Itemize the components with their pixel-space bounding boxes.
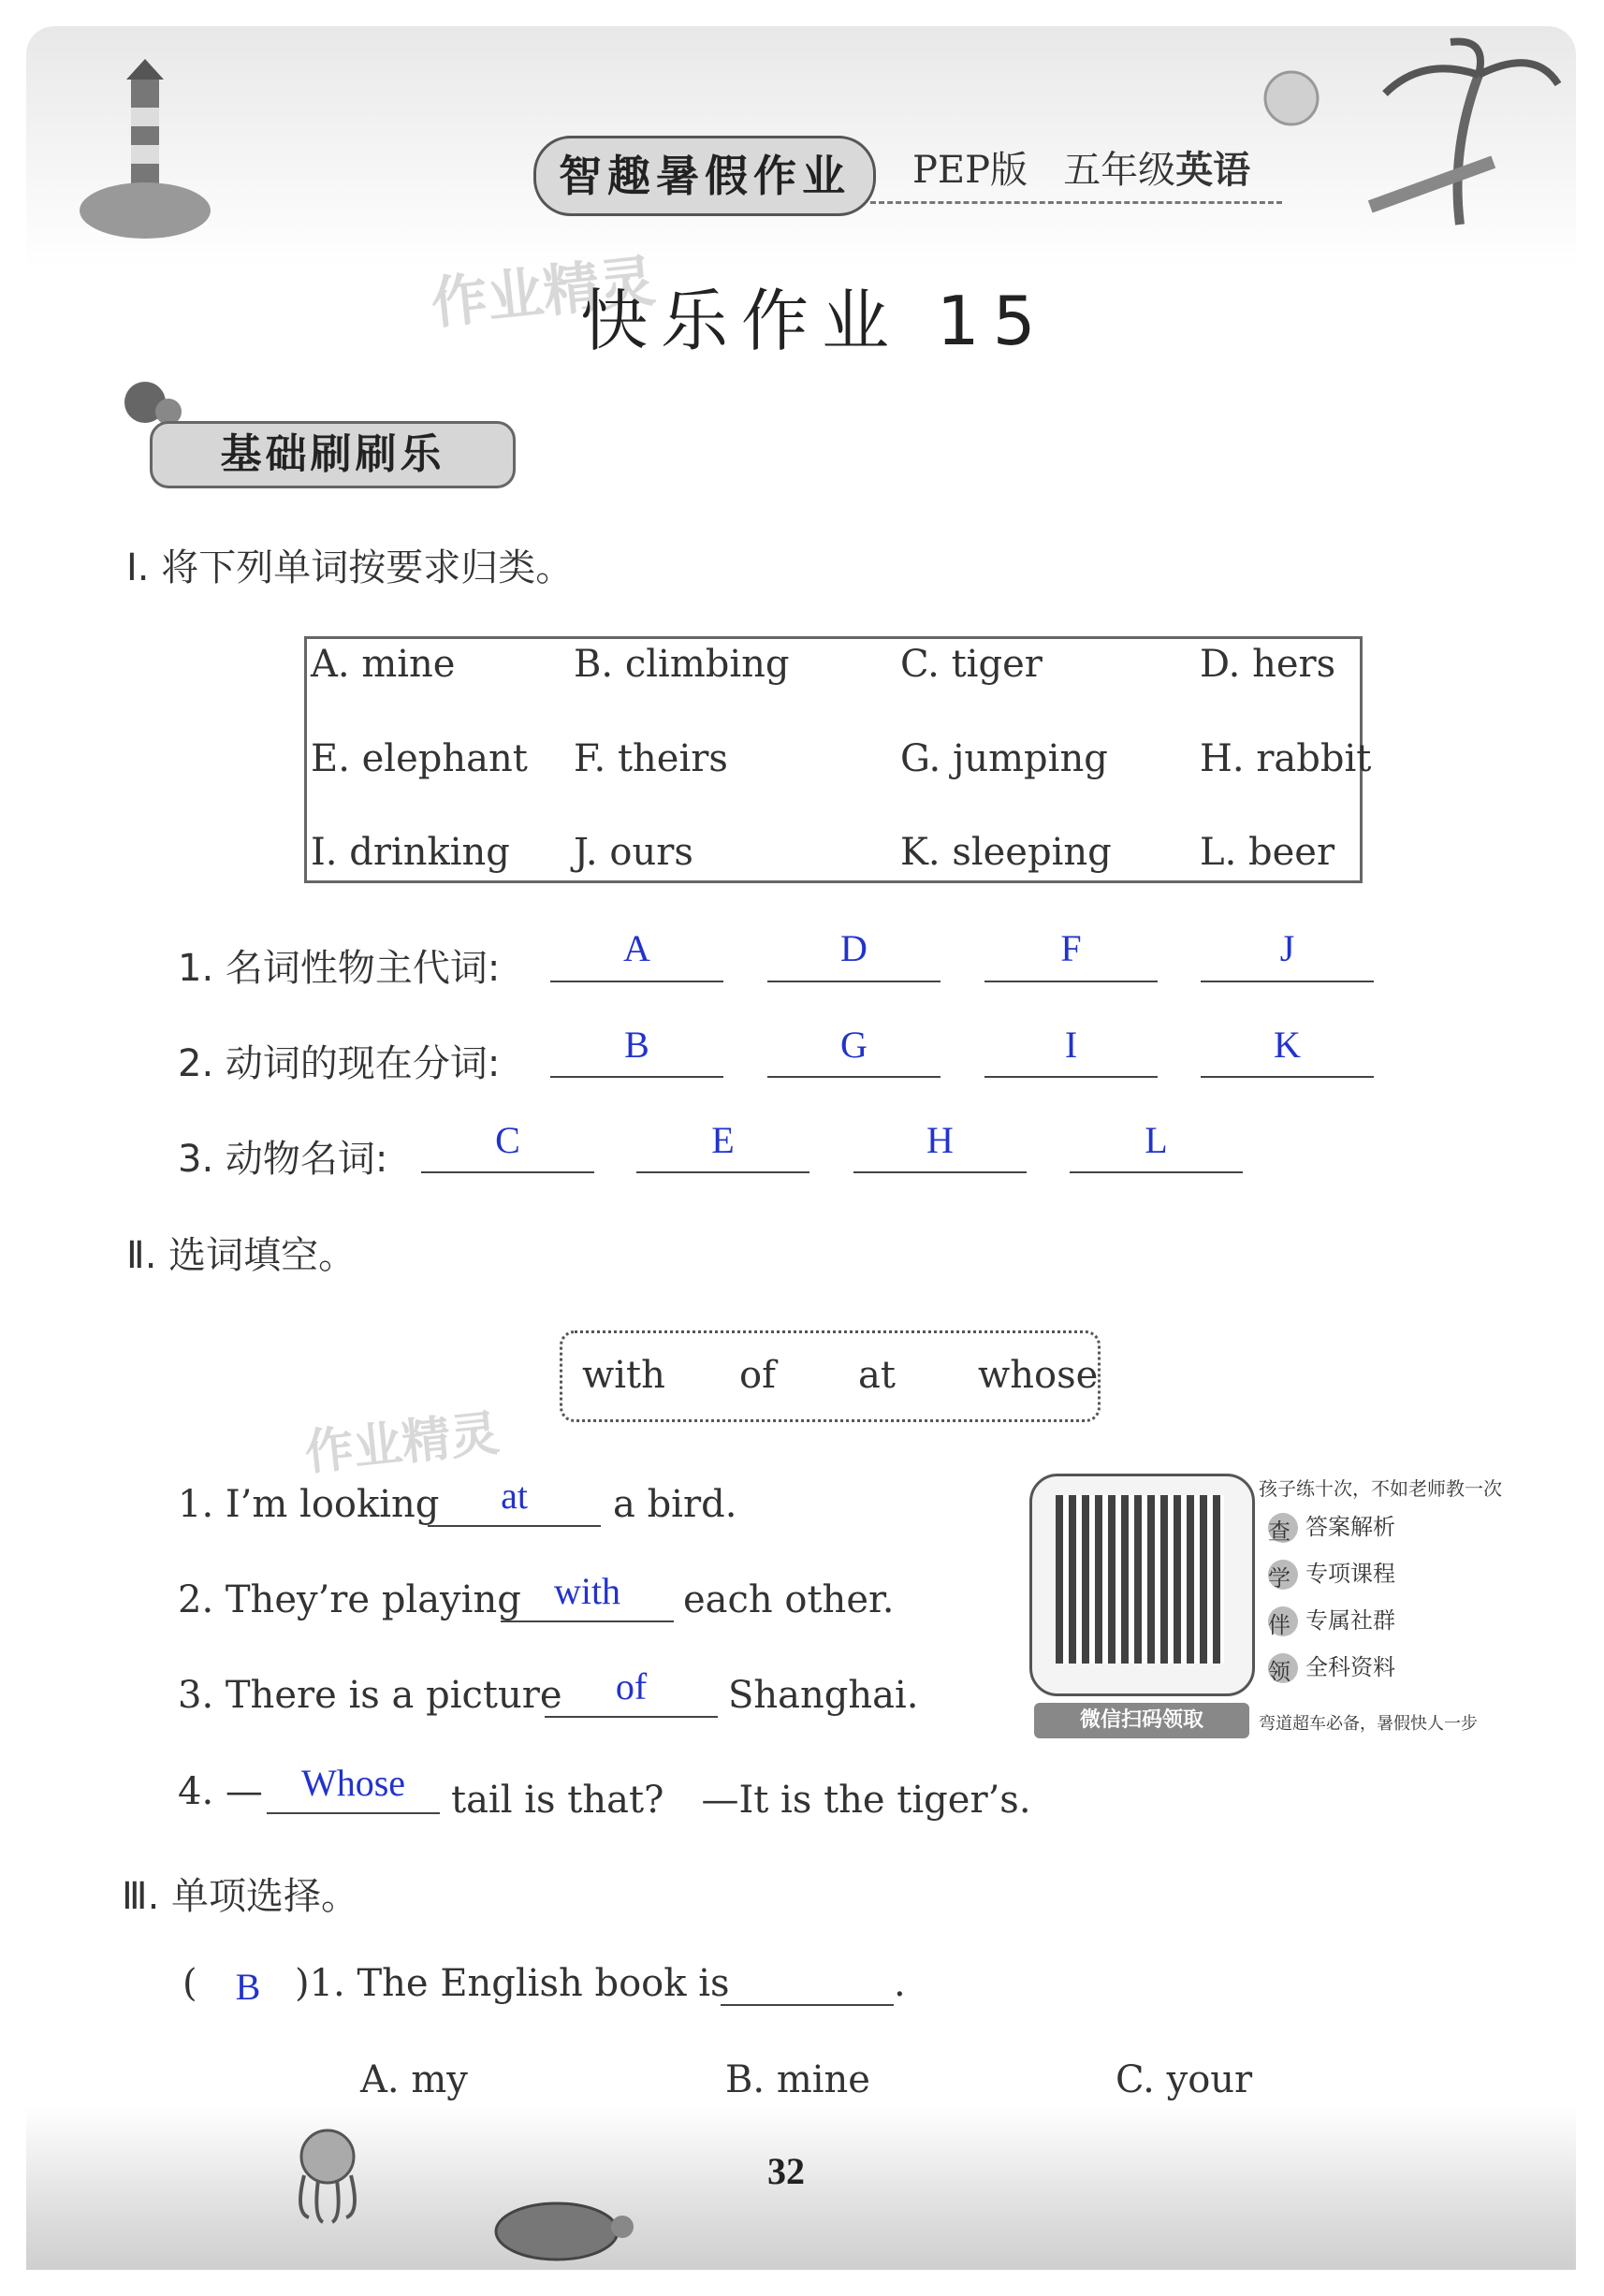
scan-button[interactable]: 微信扫码领取	[1034, 1703, 1249, 1738]
part2-item-prefix: 1. I’m looking	[178, 1483, 440, 1526]
period: .	[894, 1962, 906, 2005]
answer-line	[421, 1171, 594, 1173]
answer-text: L	[1145, 1119, 1168, 1161]
answer-line	[428, 1525, 601, 1527]
answer-line	[501, 1620, 674, 1622]
part1-item-label: 3. 动物名词:	[178, 1138, 388, 1181]
part2-item-suffix: each other.	[683, 1578, 895, 1621]
qr-footer-note: 弯道超车必备，暑假快人一步	[1259, 1714, 1478, 1734]
answer-line	[1201, 1076, 1374, 1078]
sun-icon	[1249, 56, 1334, 140]
edition-grade-subject	[912, 140, 1250, 194]
option-word: of	[739, 1354, 776, 1397]
part2-heading: Ⅱ. 选词填空。	[126, 1234, 357, 1277]
octopus-icon	[285, 2124, 370, 2227]
word-cell: C. tiger	[900, 643, 1043, 686]
word-cell: H. rabbit	[1200, 737, 1372, 780]
answer-text: of	[615, 1665, 648, 1707]
answer-text: at	[501, 1475, 528, 1517]
part2-item-prefix: 4. —	[178, 1770, 263, 1813]
section-badge: 基础刷刷乐	[150, 421, 516, 488]
answer-line	[984, 981, 1158, 982]
answer-line	[550, 981, 723, 982]
word-cell: K. sleeping	[900, 831, 1112, 874]
grade: 五年级	[1063, 149, 1176, 192]
qr-feature-label: 专属社群	[1305, 1607, 1395, 1634]
answer-line	[984, 1076, 1158, 1078]
choice-option: B. mine	[725, 2058, 870, 2101]
word-cell: B. climbing	[574, 643, 790, 686]
answer-text: A	[623, 927, 650, 969]
option-word: with	[582, 1354, 665, 1397]
answer-line	[550, 1076, 723, 1078]
answer-line	[1070, 1171, 1243, 1173]
answer-line	[721, 2004, 894, 2006]
word-cell: G. jumping	[900, 737, 1108, 780]
qr-feature-badge: 学	[1268, 1560, 1298, 1590]
answer-text: I	[1064, 1024, 1078, 1066]
part3-item-stem: )1. The English book is	[295, 1962, 730, 2005]
word-cell: D. hers	[1200, 643, 1336, 686]
qr-feature	[1268, 1649, 1395, 1683]
answer-line	[853, 1171, 1027, 1173]
answer-text: Whose	[300, 1762, 406, 1804]
option-word: at	[858, 1354, 896, 1397]
page-number: 32	[767, 2150, 805, 2192]
answer-text: D	[840, 927, 868, 969]
paren-open: (	[182, 1962, 197, 2005]
turtle-icon	[477, 2180, 636, 2264]
part1-item-label: 2. 动词的现在分词:	[178, 1042, 501, 1085]
answer-text: J	[1279, 927, 1295, 969]
qr-feature-badge: 伴	[1268, 1606, 1298, 1636]
answer-line	[767, 1076, 941, 1078]
word-cell: A. mine	[311, 643, 456, 686]
qr-feature	[1268, 1508, 1395, 1543]
answer-text: K	[1274, 1024, 1301, 1066]
answer-text: H	[926, 1119, 954, 1161]
watermark: 作业精灵	[428, 248, 659, 338]
qr-code[interactable]	[1056, 1495, 1224, 1664]
word-cell: L. beer	[1200, 831, 1335, 874]
lighthouse-icon	[75, 51, 215, 248]
word-cell: F. theirs	[574, 737, 728, 780]
answer-line	[1201, 981, 1374, 982]
part2-item-prefix: 3. There is a picture	[178, 1674, 562, 1717]
part3-heading: Ⅲ. 单项选择。	[122, 1875, 359, 1918]
answer-text: B	[235, 1966, 261, 2008]
answer-text: F	[1060, 927, 1082, 969]
word-cell: J. ours	[574, 831, 693, 874]
qr-feature-label: 专项课程	[1305, 1561, 1395, 1587]
edition: PEP版	[912, 149, 1028, 192]
answer-text: with	[553, 1570, 621, 1612]
qr-feature-label: 答案解析	[1305, 1514, 1395, 1540]
series-title: 智趣暑假作业	[533, 136, 876, 216]
subject: 英语	[1175, 149, 1251, 192]
answer-line	[267, 1812, 440, 1814]
qr-feature-label: 全科资料	[1305, 1654, 1395, 1680]
option-word: whose	[978, 1354, 1099, 1397]
page-title: 快乐作业 15	[580, 282, 1049, 360]
answer-text: B	[624, 1024, 649, 1066]
part2-item-suffix: tail is that? —It is the tiger’s.	[451, 1779, 1031, 1822]
palm-tree-icon	[1348, 37, 1563, 243]
choice-option: A. my	[360, 2058, 468, 2101]
part2-item-suffix: a bird.	[613, 1483, 737, 1526]
answer-text: G	[840, 1024, 868, 1066]
watermark: 作业精灵	[302, 1405, 503, 1482]
qr-feature-badge: 查	[1268, 1513, 1298, 1543]
answer-text: E	[711, 1119, 735, 1161]
part1-heading: Ⅰ. 将下列单词按要求归类。	[126, 546, 574, 589]
answer-text: C	[495, 1119, 520, 1161]
qr-feature	[1268, 1555, 1395, 1590]
answer-line	[636, 1171, 809, 1173]
header-divider	[870, 201, 1282, 204]
answer-line	[767, 981, 941, 982]
answer-line	[545, 1716, 718, 1718]
qr-tagline: 孩子练十次，不如老师教一次	[1259, 1477, 1502, 1500]
word-cell: I. drinking	[311, 831, 510, 874]
part1-item-label: 1. 名词性物主代词:	[178, 947, 501, 990]
part2-item-suffix: Shanghai.	[728, 1674, 919, 1717]
choice-option: C. your	[1116, 2058, 1253, 2101]
qr-feature-badge: 领	[1268, 1653, 1298, 1683]
part2-item-prefix: 2. They’re playing	[178, 1578, 521, 1621]
qr-feature	[1268, 1602, 1395, 1636]
word-cell: E. elephant	[311, 737, 528, 780]
